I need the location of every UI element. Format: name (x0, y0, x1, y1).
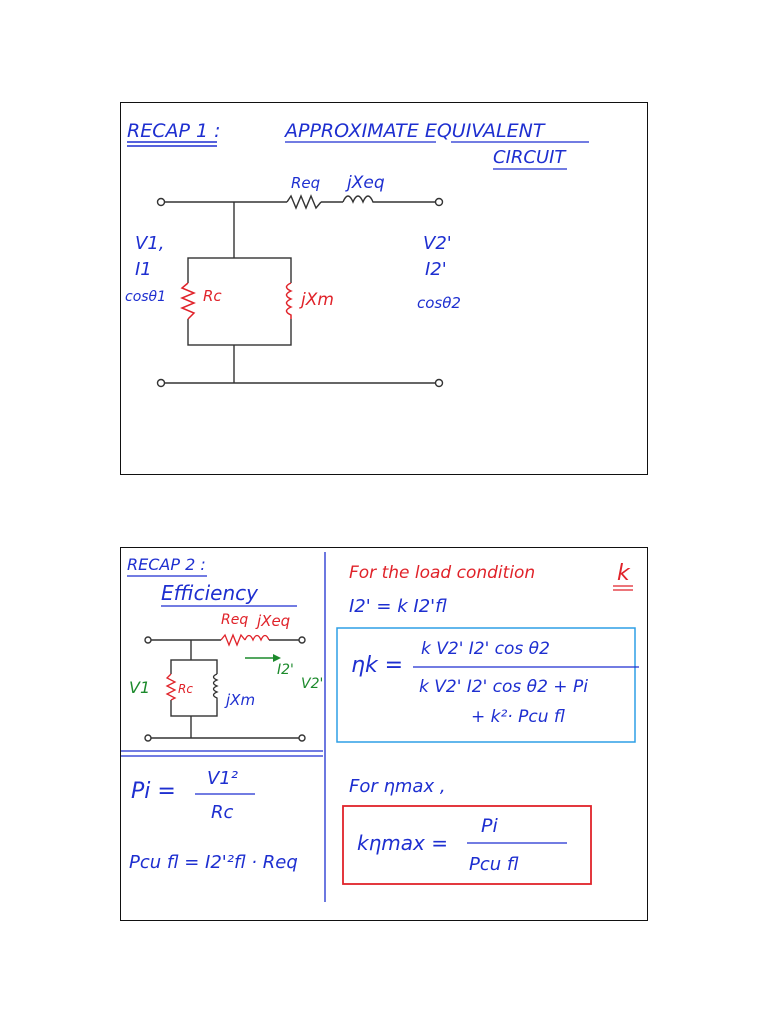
v1-green-label: V1 (129, 678, 151, 697)
kmax-denominator: Pcu fl (469, 854, 519, 875)
req-label: Req (291, 174, 321, 192)
cos1-label: cosθ1 (125, 289, 167, 305)
rc-label: Rc (203, 287, 222, 305)
jxeq-label: jXeq (347, 173, 385, 193)
slide1-subtitle-2: CIRCUIT (493, 147, 566, 168)
load-condition-text: For the load condition (349, 563, 536, 583)
efficiency-notes (121, 548, 649, 922)
k-label: k (617, 561, 630, 586)
jxeq2-label: jXeq (257, 612, 291, 630)
pcu-equation: Pcu fl = I2'²fl · Req (129, 852, 298, 873)
slide2-title: RECAP 2 : (127, 555, 206, 574)
slide-recap-2 (120, 547, 648, 921)
req2-label: Req (221, 612, 249, 628)
v2-green-label: V2' (301, 676, 324, 692)
v2-label: V2' (423, 233, 452, 254)
i2-label: I2' (425, 259, 447, 280)
kmax-numerator: Pi (481, 815, 498, 837)
slide1-title: RECAP 1 : (127, 120, 221, 142)
eta-numerator: k V2' I2' cos θ2 (421, 639, 550, 659)
v1-label: V1, (135, 233, 165, 254)
kmax-lhs: kηmax = (357, 831, 448, 855)
pi-den: Rc (211, 802, 234, 823)
slide-recap-1 (120, 102, 648, 475)
rc2-label: Rc (178, 682, 193, 696)
slide1-subtitle-1: APPROXIMATE EQUIVALENT (285, 120, 545, 142)
circuit-diagram-1 (121, 103, 649, 476)
load-equation: I2' = k I2'fl (349, 596, 447, 617)
pi-num: V1² (207, 768, 238, 789)
jxm2-label: jXm (226, 691, 256, 709)
eta-denominator-1: k V2' I2' cos θ2 + Pi (419, 677, 588, 697)
pi-lhs: Pi = (131, 779, 176, 804)
cos2-label: cosθ2 (417, 294, 461, 312)
eta-lhs: ηk = (351, 653, 404, 678)
i2-green-label: I2' (277, 662, 294, 678)
jxm-label: jXm (301, 290, 334, 310)
slide2-subtitle: Efficiency (161, 581, 258, 605)
for-max-text: For ηmax , (349, 776, 446, 797)
i1-label: I1 (135, 259, 152, 280)
eta-denominator-2: + k²· Pcu fl (471, 707, 565, 727)
